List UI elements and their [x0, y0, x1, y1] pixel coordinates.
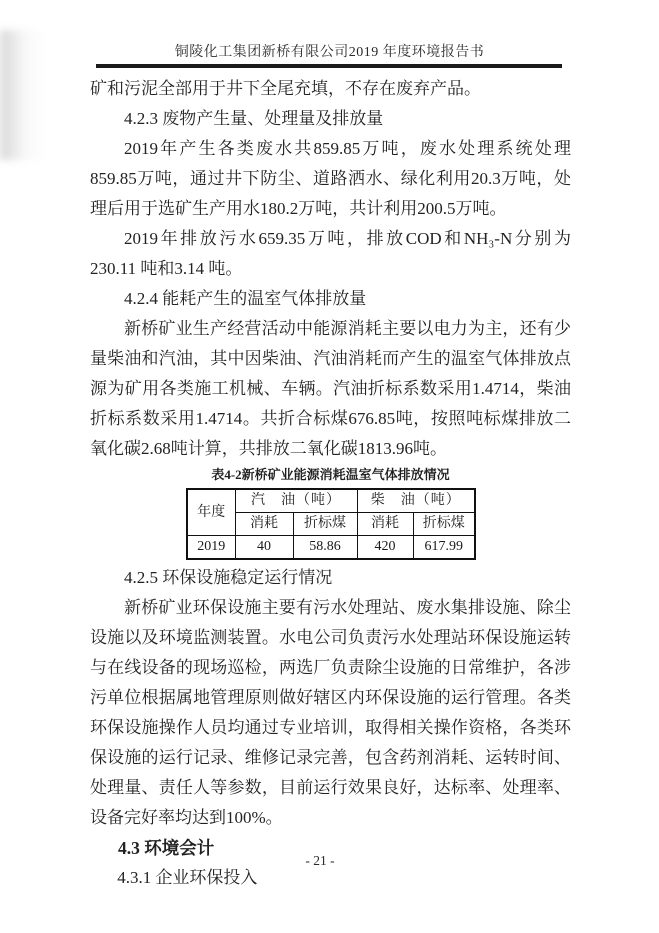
table-header-row-1 [187, 489, 475, 513]
table-subheader-gasoline-consumption: 消耗 [235, 513, 293, 536]
table-subheader-gasoline-coal-equiv: 折标煤 [293, 513, 357, 536]
table-cell-gasoline-consumption: 40 [235, 536, 293, 560]
paragraph-facilities: 新桥矿业环保设施主要有污水处理站、废水集排设施、除尘设施以及环境监测装置。水电公司负责污水处理站环保设施运转与在线设备的现场巡检，两选厂负责除尘设施的日常维护，各涉污单位根据属地管理原则做好辖区内环保设施的运行管理。各类环保设施操作人员均通过专业培训，取得相关操作资格，各类环保设施的运行记录、维修记录完善，包含药剂消耗、运转时间、处理量、责任人等参数，目前运行效果良好，达标率、处理率、设备完好率均达到100%。 [90, 598, 571, 827]
emissions-table [186, 488, 476, 560]
section-heading-4-2-4: 4.2.4 能耗产生的温室气体排放量 [124, 289, 367, 308]
paragraph-wastewater: 2019年产生各类废水共859.85万吨，废水处理系统处理859.85万吨，通过井下防尘、道路洒水、绿化利用20.3万吨，处理后用于选矿生产用水180.2万吨，共计利用200.5万吨。 [90, 139, 571, 218]
page-body [90, 74, 571, 893]
page-number: - 21 - [305, 853, 335, 868]
table-cell-gasoline-coal-equiv: 58.86 [293, 536, 357, 560]
table-header-gasoline-group: 汽 油（吨） [235, 489, 357, 513]
section-heading-4-2-3: 4.2.3 废物产生量、处理量及排放量 [124, 109, 384, 128]
section-heading-4-3: 4.3 环境会计 [118, 838, 215, 858]
paragraph-discharge: 2019年排放污水659.35万吨，排放COD和NH₃-N分别为230.11 吨和3.14 吨。 [90, 229, 571, 278]
section-heading-4-3-1: 4.3.1 企业环保投入 [117, 868, 258, 887]
running-header-title: 铜陵化工集团新桥有限公司2019 年度环境报告书 [174, 45, 485, 60]
header-divider-rule [96, 64, 562, 68]
table-header-diesel-group: 柴 油（吨） [357, 489, 475, 513]
table-header-year: 年度 [187, 489, 235, 536]
table-cell-diesel-consumption: 420 [357, 536, 413, 560]
table-cell-year: 2019 [187, 536, 235, 560]
section-heading-4-2-5: 4.2.5 环保设施稳定运行情况 [124, 568, 333, 587]
table-cell-diesel-coal-equiv: 617.99 [413, 536, 475, 560]
table-caption: 表4-2新桥矿业能源消耗温室气体排放情况 [211, 467, 450, 482]
table-row-2019 [187, 536, 475, 560]
paragraph-continuation: 矿和污泥全部用于井下全尾充填，不存在废弃产品。 [90, 79, 481, 98]
table-subheader-diesel-consumption: 消耗 [357, 513, 413, 536]
paragraph-energy: 新桥矿业生产经营活动中能源消耗主要以电力为主，还有少量柴油和汽油，其中因柴油、汽油消耗而产生的温室气体排放点源为矿用各类施工机械、车辆。汽油折标系数采用1.4714，柴油折标系数采用1.4714。共折合标煤676.85吨，按照吨标煤排放二氧化碳2.68吨计算，共排放二氧化碳1813.96吨。 [90, 319, 571, 458]
table-subheader-diesel-coal-equiv: 折标煤 [413, 513, 475, 536]
